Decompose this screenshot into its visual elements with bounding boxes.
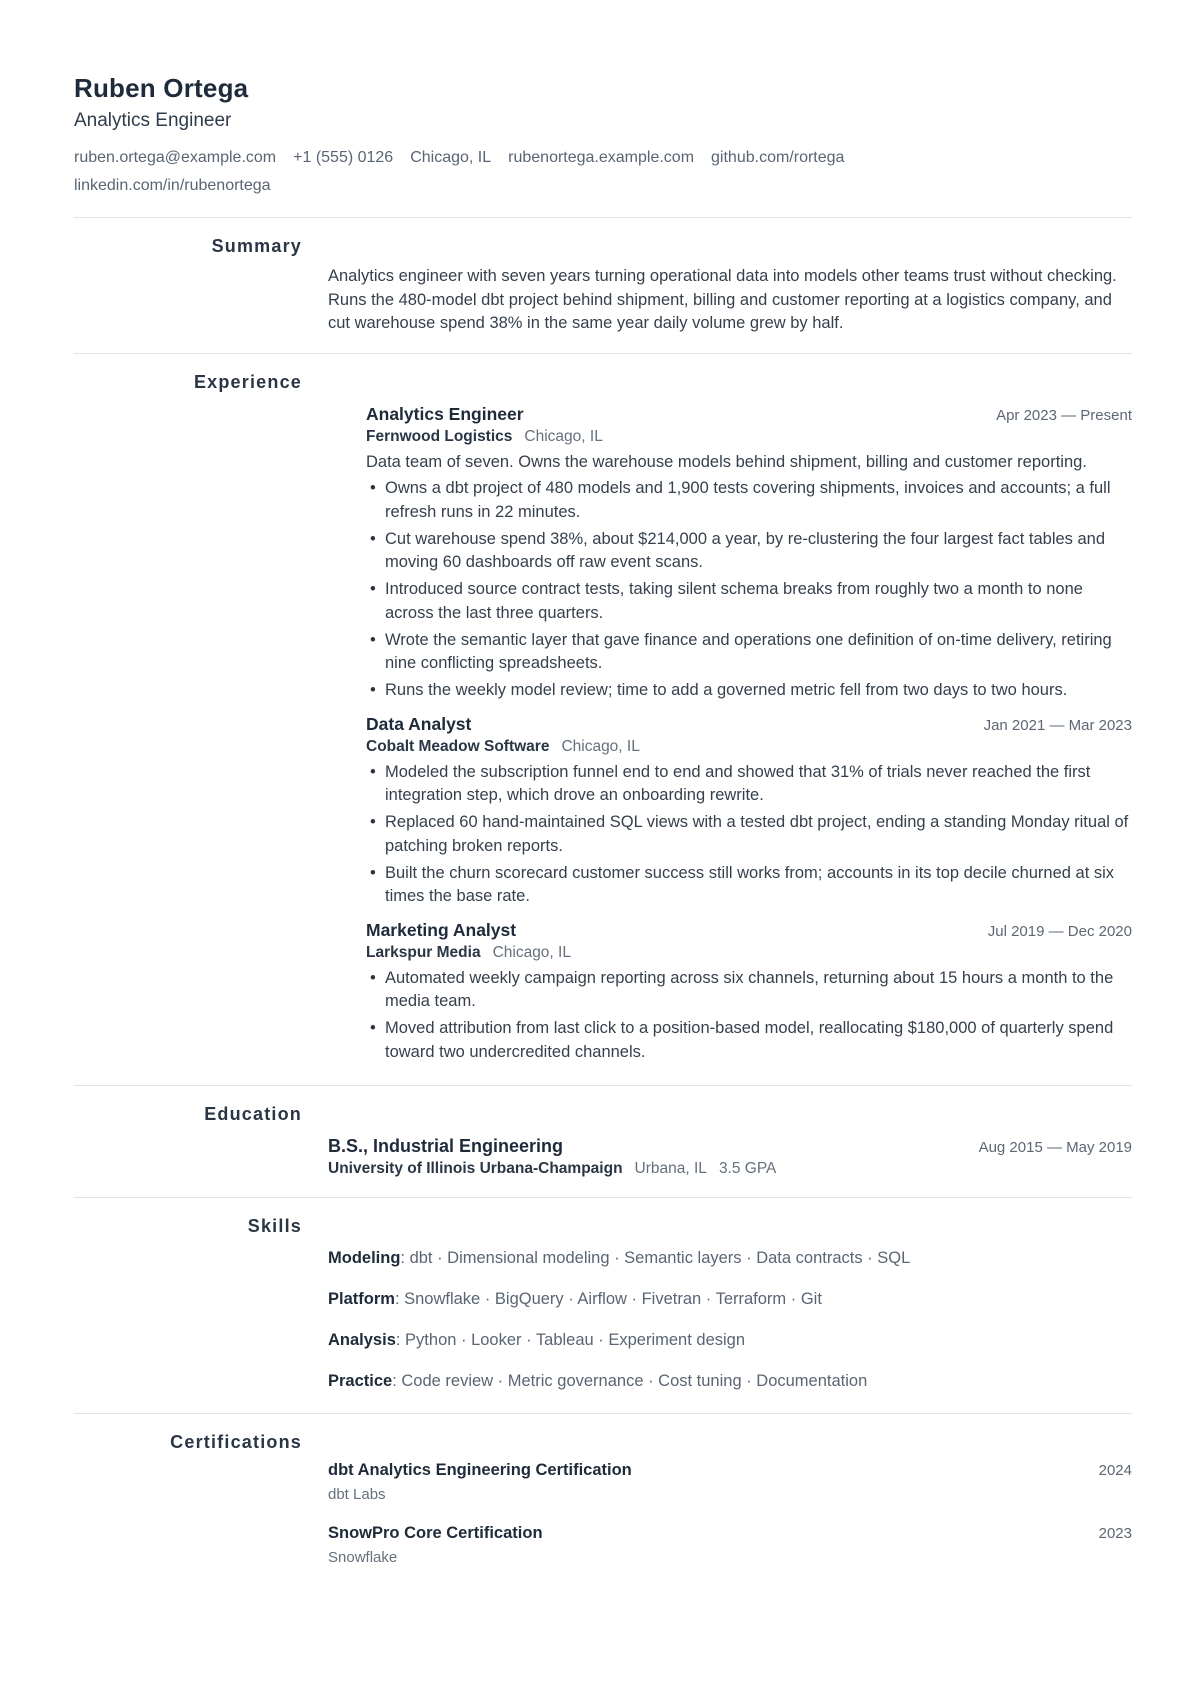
gpa: 3.5 GPA: [718, 1159, 777, 1177]
skill-items: dbt · Dimensional modeling · Semantic layers · Data contracts · SQL: [409, 1248, 911, 1267]
job-bullets: [366, 967, 1132, 1065]
job-bullet: • Runs the weekly model review; time to add a governed metric fell from two days to two hours.: [366, 679, 1132, 703]
section-label-certifications: Certifications: [170, 1431, 302, 1452]
job-bullet: • Introduced source contract tests, taking silent schema breaks from roughly two a month to none across the last three quarters.: [366, 578, 1132, 625]
job-bullet: • Cut warehouse spend 38%, about $214,000 a year, by re-clustering the four largest fact tables and moving 60 dashboards off raw event scans.: [366, 528, 1132, 575]
contact-github[interactable]: github.com/rortega: [711, 149, 845, 166]
job-bullet: • Automated weekly campaign reporting across six channels, returning about 15 hours a month to the media team.: [366, 967, 1132, 1014]
skill-category: Platform: [328, 1289, 395, 1308]
skill-group: Modeling: dbt · Dimensional modeling · Semantic layers · Data contracts · SQL: [328, 1248, 911, 1267]
certification-year: 2023: [1098, 1524, 1132, 1542]
candidate-name: Ruben Ortega: [74, 73, 249, 103]
section-label-summary: Summary: [211, 236, 302, 256]
job-dates: Jan 2021 — Mar 2023: [983, 716, 1132, 734]
summary-text: Analytics engineer with seven years turning operational data into models other teams trust without checking. Runs the 480-model dbt project behind shipment, billing and customer reporting at a logistics company, and cut warehouse spend 38% in the same year daily volume grew by half.: [328, 267, 1117, 332]
job-location: Chicago, IL: [492, 943, 571, 961]
job-description: Data team of seven. Owns the warehouse models behind shipment, billing and customer reporting.: [366, 452, 1087, 471]
job-bullet: • Built the churn scorecard customer success still works from; accounts in its top decile churned at six times the base rate.: [366, 862, 1132, 909]
summary-section: [74, 218, 1132, 353]
job-entry: [366, 403, 1132, 703]
education-dates: Aug 2015 — May 2019: [978, 1138, 1132, 1156]
contact-linkedin[interactable]: linkedin.com/in/rubenortega: [74, 177, 271, 194]
contact-list: [74, 144, 934, 200]
skill-category: Analysis: [328, 1330, 396, 1349]
school-location: Urbana, IL: [634, 1159, 707, 1177]
resume-page: [74, 72, 1132, 1602]
school-name: University of Illinois Urbana-Champaign: [328, 1159, 623, 1177]
skill-items: Code review · Metric governance · Cost tuning · Documentation: [401, 1371, 868, 1390]
resume-header: [74, 72, 1132, 200]
skill-category: Practice: [328, 1371, 393, 1390]
contact-website[interactable]: rubenortega.example.com: [508, 149, 695, 166]
certifications-section: [74, 1414, 1132, 1602]
skills-section: [74, 1198, 1132, 1413]
job-company: Cobalt Meadow Software: [366, 737, 550, 755]
skill-items: Python · Looker · Tableau · Experiment design: [405, 1330, 746, 1349]
certification-entry: [328, 1459, 1132, 1506]
skill-items: Snowflake · BigQuery · Airflow · Fivetran · Terraform · Git: [404, 1289, 822, 1308]
job-dates: Apr 2023 — Present: [996, 406, 1132, 424]
certification-year: 2024: [1098, 1461, 1132, 1479]
job-company: Larkspur Media: [366, 943, 481, 961]
contact-location: Chicago, IL: [410, 149, 492, 166]
contact-phone[interactable]: +1 (555) 0126: [293, 149, 394, 166]
education-section: [74, 1086, 1132, 1197]
certification-issuer: Snowflake: [328, 1548, 398, 1566]
experience-section: [74, 354, 1132, 1085]
job-title: Data Analyst: [366, 713, 472, 734]
job-title: Analytics Engineer: [366, 403, 524, 424]
skill-group: Analysis: Python · Looker · Tableau · Experiment design: [328, 1330, 746, 1349]
job-location: Chicago, IL: [524, 427, 603, 445]
job-entry: [366, 919, 1132, 1065]
job-bullet: • Modeled the subscription funnel end to end and showed that 31% of trials never reached the first integration step, which drove an onboarding rewrite.: [366, 761, 1132, 808]
job-bullet: • Replaced 60 hand-maintained SQL views with a tested dbt project, ending a standing Monday ritual of patching broken reports.: [366, 811, 1132, 858]
job-bullet: • Moved attribution from last click to a position-based model, reallocating $180,000 of quarterly spend toward two undercredited channels.: [366, 1017, 1132, 1064]
candidate-role: Analytics Engineer: [74, 110, 232, 131]
job-bullet: • Wrote the semantic layer that gave finance and operations one definition of on-time delivery, retiring nine conflicting spreadsheets.: [366, 629, 1132, 676]
section-label-skills: Skills: [247, 1215, 302, 1236]
job-bullet: • Owns a dbt project of 480 models and 1,900 tests covering shipments, invoices and accounts; a full refresh runs in 22 minutes.: [366, 477, 1132, 524]
certification-title: SnowPro Core Certification: [328, 1523, 543, 1542]
job-bullets: [366, 477, 1132, 703]
skill-group: Platform: Snowflake · BigQuery · Airflow · Fivetran · Terraform · Git: [328, 1289, 822, 1308]
degree-title: B.S., Industrial Engineering: [328, 1135, 564, 1156]
job-bullets: [366, 761, 1132, 909]
job-location: Chicago, IL: [561, 737, 640, 755]
certification-issuer: dbt Labs: [328, 1485, 386, 1503]
section-label-education: Education: [204, 1103, 302, 1124]
job-entry: [366, 713, 1132, 909]
skill-category: Modeling: [328, 1248, 401, 1267]
skill-group: Practice: Code review · Metric governance · Cost tuning · Documentation: [328, 1371, 868, 1390]
section-label-experience: Experience: [193, 371, 302, 392]
job-title: Marketing Analyst: [366, 919, 517, 940]
certification-entry: [328, 1522, 1132, 1569]
job-company: Fernwood Logistics: [366, 427, 513, 445]
certification-title: dbt Analytics Engineering Certification: [328, 1460, 632, 1479]
contact-email[interactable]: ruben.ortega@example.com: [74, 149, 277, 166]
job-dates: Jul 2019 — Dec 2020: [987, 922, 1132, 940]
